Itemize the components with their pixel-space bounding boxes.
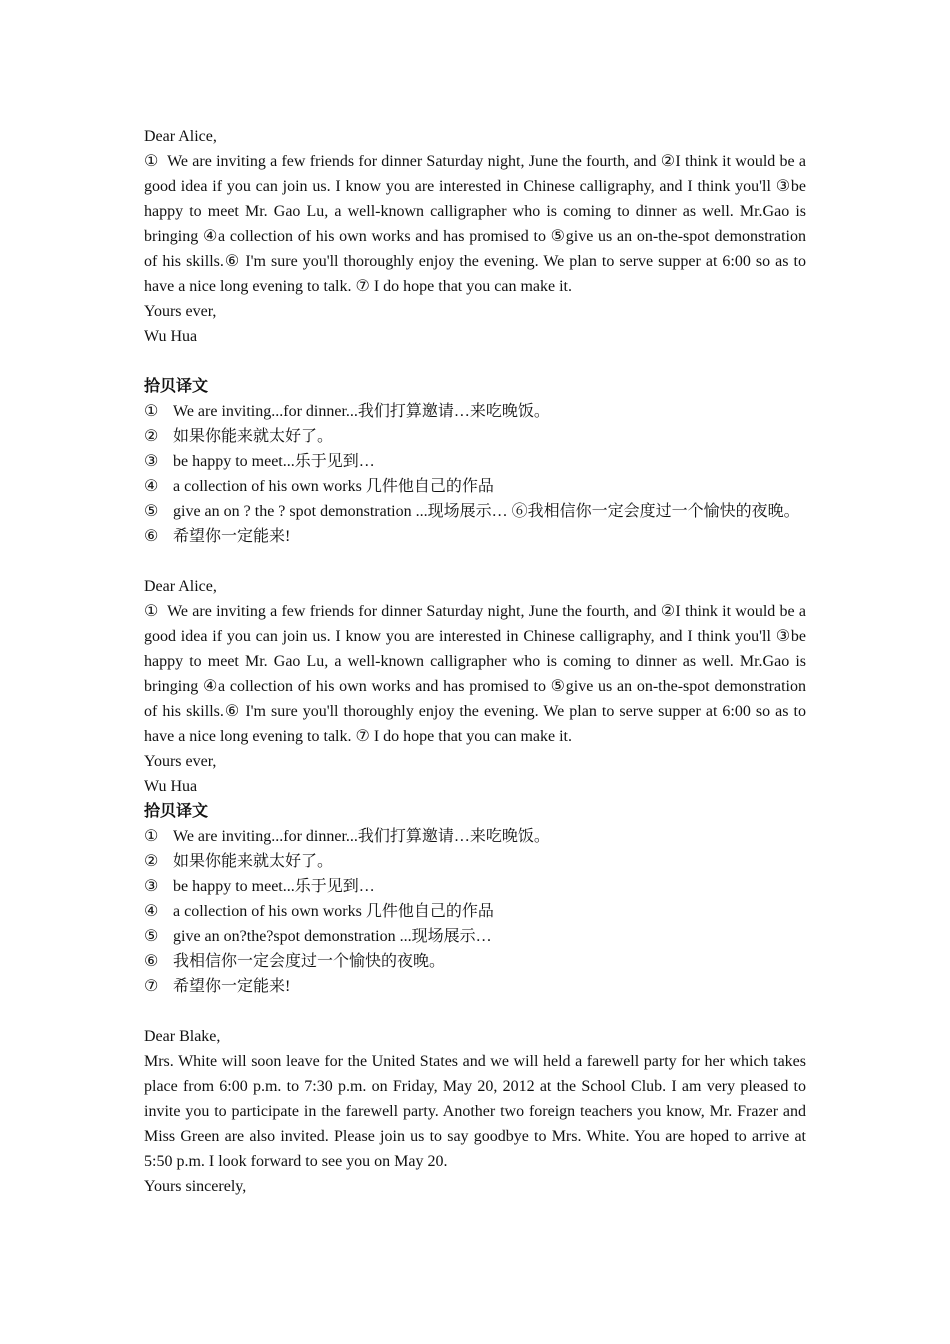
list-item — [144, 899, 806, 924]
list-item — [144, 424, 806, 449]
item-text: We are inviting...for dinner...我们打算邀请…来吃晚饭。 — [173, 403, 550, 420]
item-text: 我相信你一定会度过一个愉快的夜晚。 — [173, 953, 446, 970]
letter1-signature: Wu Hua — [144, 328, 198, 345]
item-number: ② — [144, 853, 159, 870]
item-number: ④ — [144, 478, 159, 495]
letter2-closing: Yours ever, — [144, 753, 217, 770]
document-page — [144, 124, 806, 1199]
letter3-body: Mrs. White will soon leave for the United States and we will held a farewell party for her which takes place from 6:00 p.m. to 7:30 p.m. on Friday, May 20, 2012 at the School Club. I am very pleased to invite you to participate in the farewell party. Another two foreign teachers you know, Mr. Frazer and Miss Green are also invited. Please join us to say goodbye to Mrs. White. You are hoped to arrive at 5:50 p.m. I look forward to see you on May 20. — [144, 1053, 806, 1170]
item-text: 希望你一定能来! — [173, 528, 291, 545]
letter3-closing: Yours sincerely, — [144, 1178, 247, 1195]
list-item — [144, 399, 806, 424]
item-number: ⑤ — [144, 503, 159, 520]
item-text: We are inviting...for dinner...我们打算邀请…来吃晚饭。 — [173, 828, 550, 845]
list-item — [144, 824, 806, 849]
list-item — [144, 499, 806, 524]
item-number: ⑥ — [144, 953, 159, 970]
letter1-salutation: Dear Alice, — [144, 128, 217, 145]
item-number: ⑥ — [144, 528, 159, 545]
item-number: ③ — [144, 878, 159, 895]
list-item — [144, 449, 806, 474]
item-number: ① — [144, 828, 159, 845]
item-text: 如果你能来就太好了。 — [173, 853, 334, 870]
item-number: ① — [144, 403, 159, 420]
letter1-body: ① We are inviting a few friends for dinner Saturday night, June the fourth, and ②I think it would be a good idea if you can join us. I know you are interested in Chinese calligraphy, and I think you'll ③be happy to meet Mr. Gao Lu, a well-known calligrapher who is coming to dinner as well. Mr.Gao is bringing ④a collection of his own works and has promised to ⑤give us an on-the-spot demonstration of his skills.⑥ I'm sure you'll thoroughly enjoy the evening. We plan to serve supper at 6:00 so as to have a nice long evening to talk. ⑦ I do hope that you can make it. — [144, 153, 806, 295]
item-text: 如果你能来就太好了。 — [173, 428, 334, 445]
list-item — [144, 524, 806, 549]
item-text: be happy to meet...乐于见到… — [173, 878, 375, 895]
item-number: ④ — [144, 903, 159, 920]
list-item — [144, 924, 806, 949]
item-text: a collection of his own works 几件他自己的作品 — [173, 903, 494, 920]
item-text: be happy to meet...乐于见到… — [173, 453, 375, 470]
item-text: 希望你一定能来! — [173, 978, 291, 995]
spacer — [144, 999, 806, 1024]
item-number: ③ — [144, 453, 159, 470]
spacer — [144, 549, 806, 574]
item-text: a collection of his own works 几件他自己的作品 — [173, 478, 494, 495]
letter2-salutation: Dear Alice, — [144, 578, 217, 595]
list-item — [144, 474, 806, 499]
list-item — [144, 974, 806, 999]
item-number: ⑤ — [144, 928, 159, 945]
item-text: give an on?the?spot demonstration ...现场展示… — [173, 928, 492, 945]
spacer — [144, 349, 806, 374]
list-item — [144, 874, 806, 899]
letter2-signature: Wu Hua — [144, 778, 198, 795]
list-item — [144, 949, 806, 974]
notes1-heading: 拾贝译文 — [144, 378, 209, 395]
letter1-closing: Yours ever, — [144, 303, 217, 320]
letter2-body: ① We are inviting a few friends for dinner Saturday night, June the fourth, and ②I think it would be a good idea if you can join us. I know you are interested in Chinese calligraphy, and I think you'll ③be happy to meet Mr. Gao Lu, a well-known calligrapher who is coming to dinner as well. Mr.Gao is bringing ④a collection of his own works and has promised to ⑤give us an on-the-spot demonstration of his skills.⑥ I'm sure you'll thoroughly enjoy the evening. We plan to serve supper at 6:00 so as to have a nice long evening to talk. ⑦ I do hope that you can make it. — [144, 603, 806, 745]
item-number: ⑦ — [144, 978, 159, 995]
list-item — [144, 849, 806, 874]
notes2-heading: 拾贝译文 — [144, 803, 209, 820]
item-number: ② — [144, 428, 159, 445]
letter3-salutation: Dear Blake, — [144, 1028, 221, 1045]
item-text: give an on ? the ? spot demonstration ...现场展示… ⑥我相信你一定会度过一个愉快的夜晚。 — [173, 503, 800, 520]
